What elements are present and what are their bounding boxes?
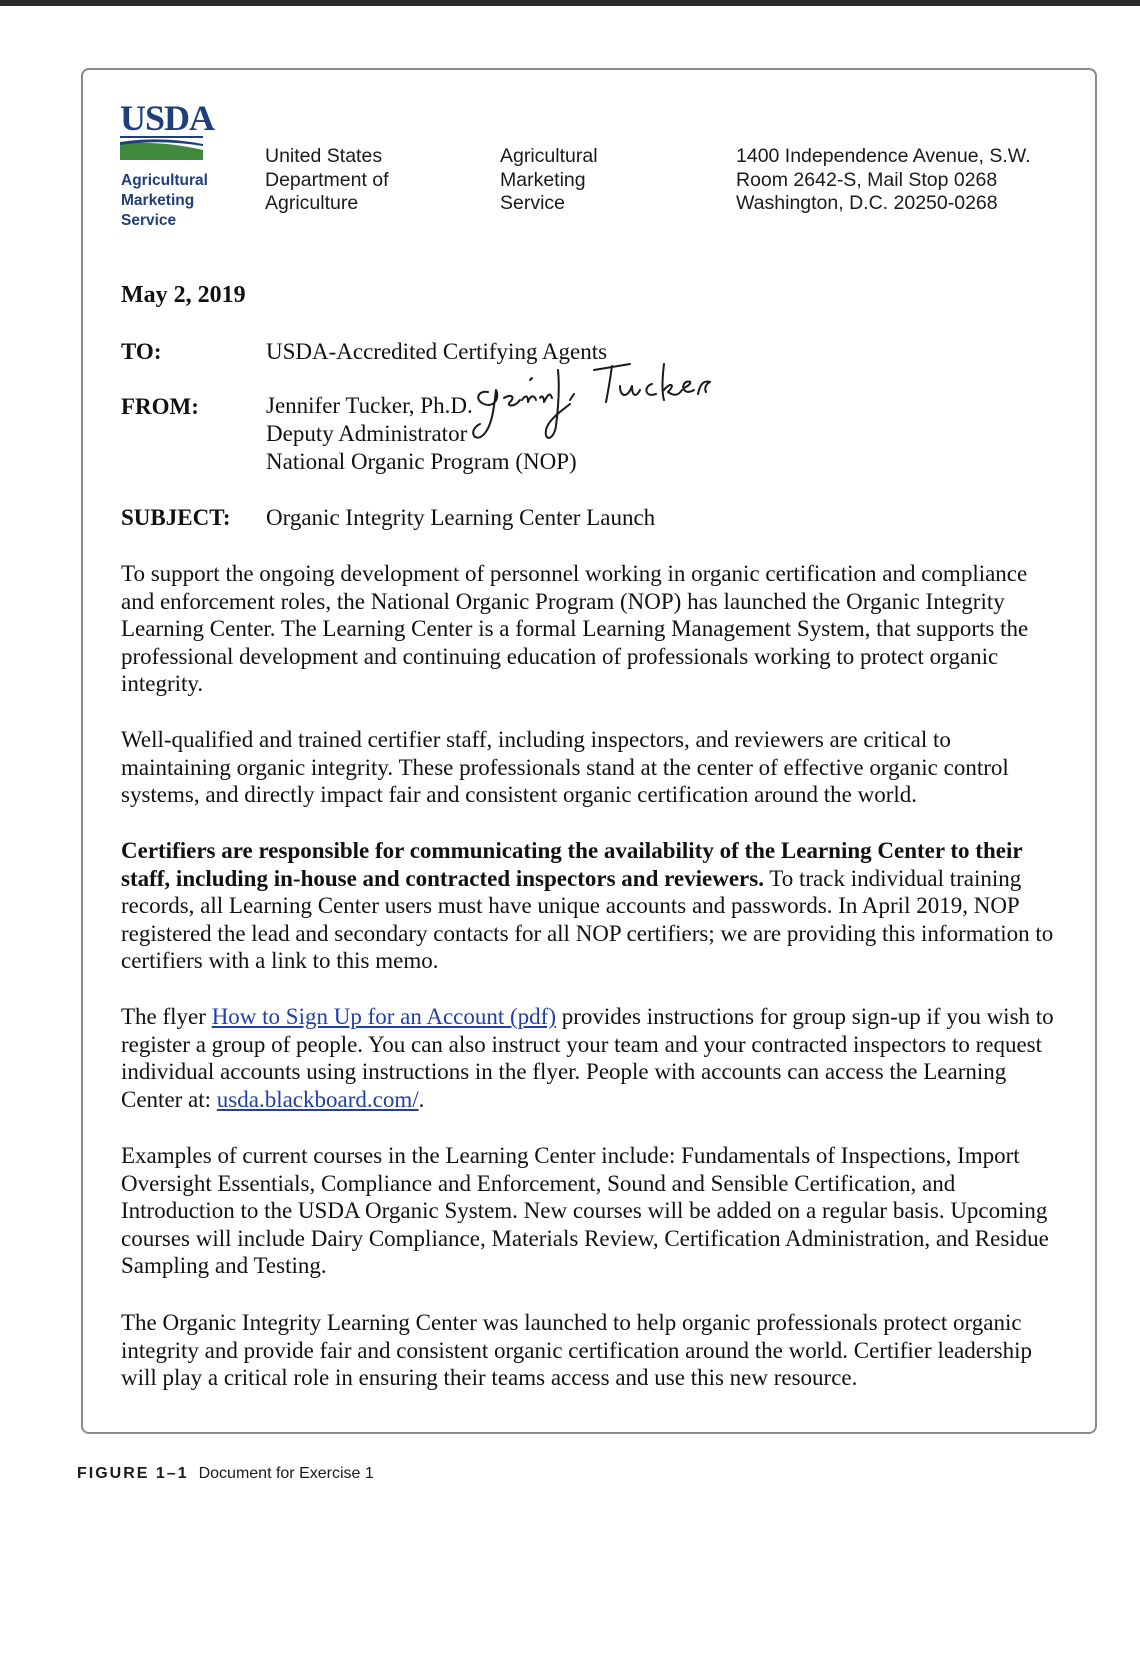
paragraph-intro: To support the ongoing development of personnel working in organic certification and compliance and enforcement roles, the National Organic Program (NOP) has launched the Organic Integrity Learning Center. The Learning Center is a formal Learning Management System, that supports the professional development and continuing education of professionals working to protect organic integrity.	[121, 561, 1029, 697]
responsibility-text: To track individual training records, all Learning Center users must have unique accounts and passwords. In April 2019, NOP registered the lead and secondary contacts for all NOP certifiers; we are providing this information to certifiers with a link to this memo.	[121, 865, 1054, 974]
from-label: FROM:	[121, 394, 199, 419]
paragraph-closing: The Organic Integrity Learning Center was launched to help organic professionals protect organic integrity and provide fair and consistent organic certification around the world. Certifier leadership will play a critical role in ensuring their teams access and use this new resource.	[121, 1310, 1032, 1391]
letterhead-department: United States Department of Agriculture	[265, 145, 389, 214]
paragraph-responsibility	[121, 837, 1066, 975]
usda-logo-text: USDA	[120, 100, 215, 138]
subject-label: SUBJECT:	[121, 505, 231, 530]
top-border-bar	[0, 0, 1140, 6]
responsibility-emphasis: Certifiers are responsible for communicating the availability of the Learning Center to their staff, including in-house and contracted inspectors and reviewers.	[121, 838, 1023, 891]
figure-label: FIGURE 1–1	[77, 1465, 189, 1482]
figure-caption-text: Document for Exercise 1	[198, 1465, 374, 1482]
paragraph-staff: Well-qualified and trained certifier staff, including inspectors, and reviewers are critical to maintaining organic integrity. These professionals stand at the center of effective organic control systems, and directly impact fair and consistent organic certification around the world.	[121, 727, 1009, 808]
subject-value: Organic Integrity Learning Center Launch	[266, 505, 656, 530]
paragraph-courses: Examples of current courses in the Learning Center include: Fundamentals of Inspections, Import Oversight Essentials, Compliance and Enforcement, Sound and Sensible Certification, and Introduction to the USDA Organic System. New courses will be added on a regular basis. Upcoming courses will include Dairy Compliance, Materials Review, Certification Administration, and Residue Sampling and Testing.	[121, 1143, 1049, 1279]
logo-agency-name: Agricultural Marketing Service	[121, 172, 208, 229]
from-title: Deputy Administrator	[266, 421, 468, 446]
signup-text-end: .	[418, 1086, 425, 1112]
figure-caption	[77, 1465, 374, 1483]
letterhead-address: 1400 Independence Avenue, S.W. Room 2642-S, Mail Stop 0268 Washington, D.C. 20250-0268	[736, 145, 1031, 214]
to-value: USDA-Accredited Certifying Agents	[266, 339, 608, 364]
learning-center-url-link[interactable]: usda.blackboard.com/	[216, 1086, 419, 1112]
letterhead-service: Agricultural Marketing Service	[500, 145, 598, 214]
memo-date: May 2, 2019	[121, 282, 246, 308]
signup-flyer-link[interactable]: How to Sign Up for an Account (pdf)	[211, 1004, 556, 1029]
to-label: TO:	[121, 339, 162, 364]
signup-text-middle: provides instructions for group sign-up if you wish to register a group of people. You can also instruct your team and your contracted inspectors to request individual accounts using instructions in the flyer. People with accounts can access the Learning Center at:	[121, 1004, 1054, 1112]
paragraph-signup	[121, 1003, 1066, 1113]
from-name: Jennifer Tucker, Ph.D.	[266, 393, 473, 418]
signup-text-start: The flyer	[121, 1004, 212, 1029]
handwritten-signature	[470, 350, 730, 450]
from-program: National Organic Program (NOP)	[266, 449, 577, 474]
